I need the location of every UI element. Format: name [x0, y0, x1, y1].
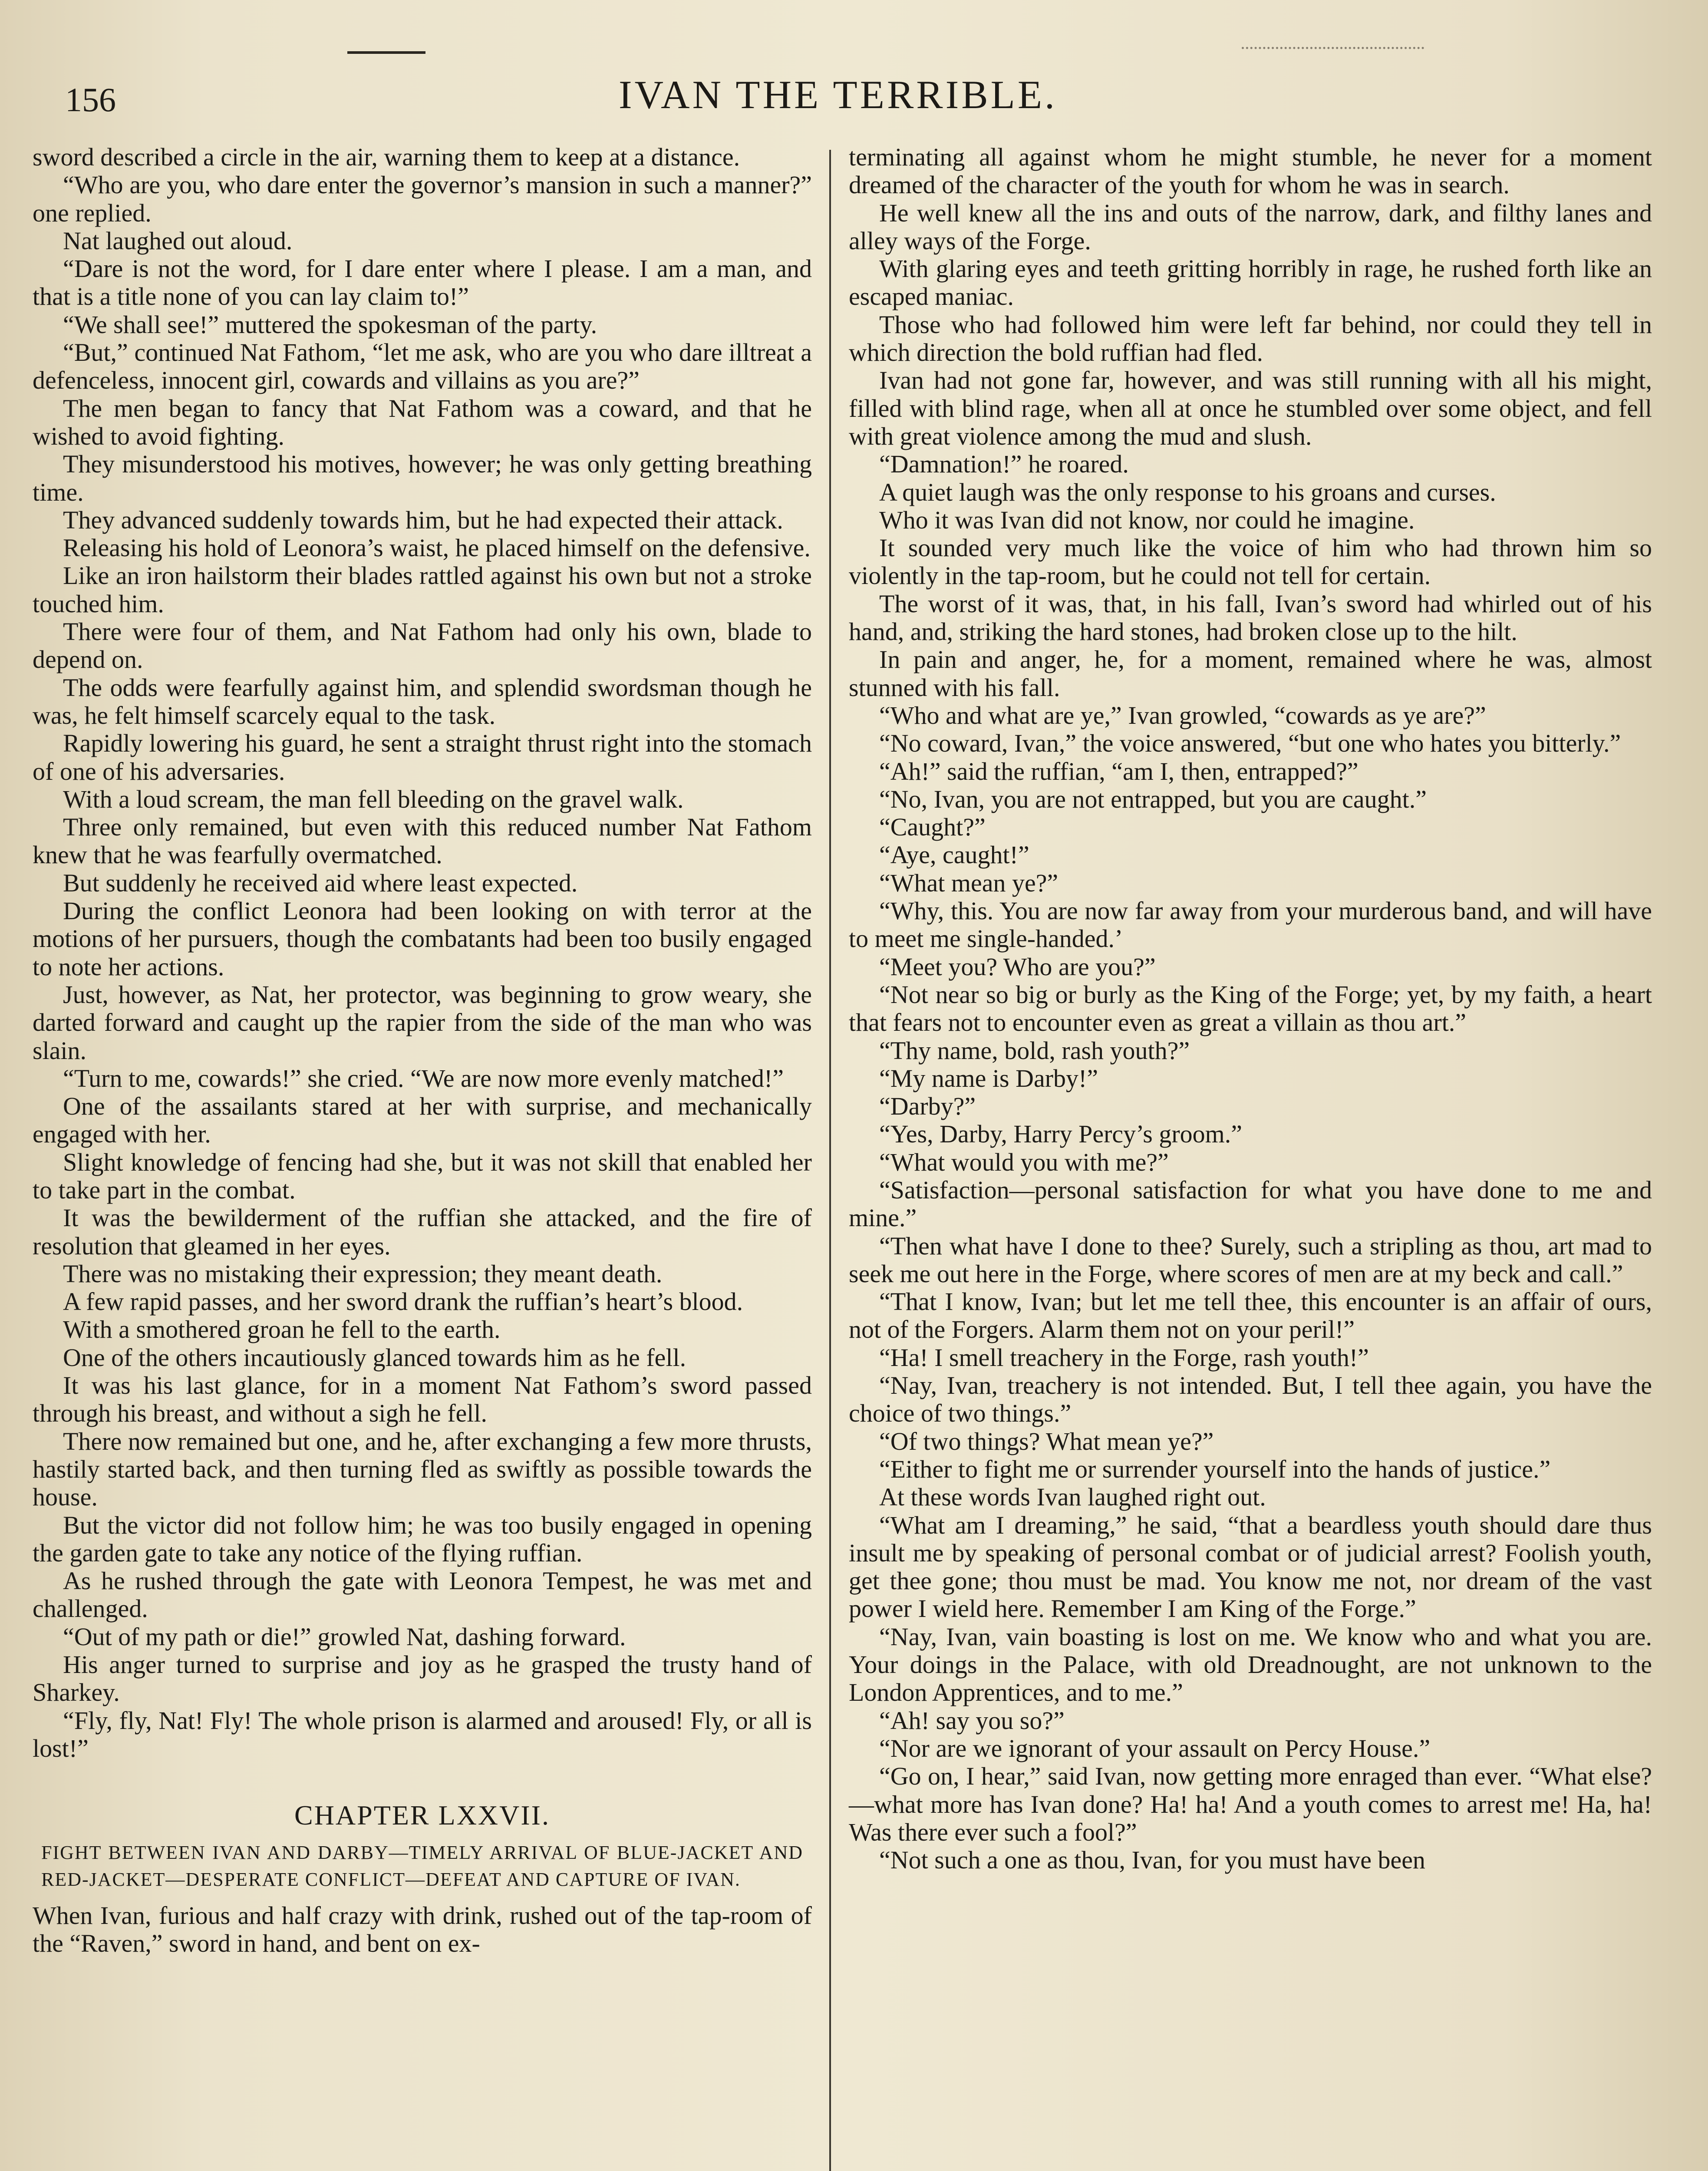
- paragraph: “Satisfaction—personal satisfaction for what you have done to me and mine.”: [849, 1175, 1652, 1232]
- paragraph: They advanced suddenly towards him, but he had expected their attack.: [63, 505, 783, 534]
- paragraph: “Fly, fly, Nat! Fly! The whole prison is alarmed and aroused! Fly, or all is lost!”: [33, 1706, 812, 1762]
- paragraph: They misunderstood his motives, however; he was only getting breathing time.: [33, 450, 812, 506]
- paragraph: “Turn to me, cowards!” she cried. “We are now more evenly matched!”: [63, 1064, 784, 1092]
- paragraph: “Nay, Ivan, vain boasting is lost on me. We know who and what you are. Your doings in the Palace, with old Dreadnought, are not unknown to the London Apprentices, and to me.”: [849, 1622, 1652, 1707]
- paragraph: “Aye, caught!”: [879, 841, 1029, 869]
- paragraph: Those who had followed him were left far behind, nor could they tell in which direction the bold ruffian had fled.: [849, 310, 1652, 367]
- paragraph: “Yes, Darby, Harry Percy’s groom.”: [879, 1120, 1242, 1148]
- paragraph: Nat laughed out aloud.: [63, 226, 293, 255]
- chapter-title: CHAPTER LXXVII.: [294, 1800, 550, 1831]
- paragraph: Ivan had not gone far, however, and was still running with all his might, filled with blind rage, when all at once he stumbled over some object, and fell with great violence among the mud and slush.: [849, 366, 1652, 450]
- paragraph: “Dare is not the word, for I dare enter where I please. I am a man, and that is a title none of you can lay claim to!”: [33, 254, 812, 311]
- paragraph: “Not near so big or burly as the King of the Forge; yet, by my faith, a heart that fears not to encounter even as great a villain as thou art.”: [849, 980, 1652, 1037]
- paragraph: “Why, this. You are now far away from your murderous band, and will have to meet me single-handed.’: [849, 897, 1652, 953]
- paragraph: “Either to fight me or surrender yourself into the hands of justice.”: [879, 1455, 1551, 1483]
- print-smudge: [1242, 35, 1424, 49]
- left-column-paragraphs: [33, 143, 812, 1762]
- paragraph: A quiet laugh was the only response to his groans and curses.: [879, 478, 1496, 506]
- paragraph: “No coward, Ivan,” the voice answered, “but one who hates you bitterly.”: [879, 729, 1621, 758]
- paragraph: “Who and what are ye,” Ivan growled, “cowards as ye are?”: [879, 701, 1486, 729]
- paragraph: In pain and anger, he, for a moment, remained where he was, almost stunned with his fall.: [849, 645, 1652, 702]
- paragraph: “Ha! I smell treachery in the Forge, rash youth!”: [879, 1343, 1369, 1372]
- paragraph: With glaring eyes and teeth gritting horribly in rage, he rushed forth like an escaped maniac.: [849, 254, 1652, 311]
- paragraph: Releasing his hold of Leonora’s waist, he placed himself on the defensive.: [63, 534, 811, 562]
- paragraph: One of the others incautiously glanced towards him as he fell.: [63, 1343, 686, 1372]
- paragraph: sword described a circle in the air, warning them to keep at a distance.: [33, 143, 740, 171]
- paragraph: “Of two things? What mean ye?”: [879, 1427, 1214, 1455]
- paragraph: “That I know, Ivan; but let me tell thee, this encounter is an affair of ours, not of the Forgers. Alarm them not on your peril!”: [849, 1287, 1652, 1344]
- paragraph: Who it was Ivan did not know, nor could he imagine.: [879, 505, 1415, 534]
- paragraph: “Not such a one as thou, Ivan, for you must have been: [879, 1846, 1425, 1874]
- paragraph: “Meet you? Who are you?”: [879, 952, 1156, 981]
- paragraph: It was the bewilderment of the ruffian she attacked, and the fire of resolution that gleamed in her eyes.: [33, 1204, 812, 1260]
- paragraph: “Thy name, bold, rash youth?”: [879, 1036, 1190, 1065]
- paragraph: His anger turned to surprise and joy as he grasped the trusty hand of Sharkey.: [33, 1650, 812, 1707]
- left-column: [33, 143, 812, 2171]
- paragraph: “Darby?”: [879, 1092, 976, 1121]
- paragraph: Rapidly lowering his guard, he sent a straight thrust right into the stomach of one of his adversaries.: [33, 729, 812, 785]
- paragraph: It sounded very much like the voice of him who had thrown him so violently in the tap-room, but he could not tell for certain.: [849, 534, 1652, 590]
- paragraph: At these words Ivan laughed right out.: [879, 1483, 1266, 1511]
- chapter-heading: [33, 1801, 812, 1893]
- paragraph: The men began to fancy that Nat Fathom was a coward, and that he wished to avoid fighting.: [33, 394, 812, 450]
- paragraph: “Out of my path or die!” growled Nat, dashing forward.: [63, 1622, 626, 1651]
- paragraph: Slight knowledge of fencing had she, but it was not skill that enabled her to take part in the combat.: [33, 1148, 812, 1204]
- chapter-subtitle: FIGHT BETWEEN IVAN AND DARBY—TIMELY ARRIVAL OF BLUE-JACKET AND RED-JACKET—DESPERATE CONFLICT—DEFEAT AND CAPTURE OF IVAN.: [41, 1841, 803, 1890]
- paragraph: “What am I dreaming,” he said, “that a beardless youth should dare thus insult me by speaking of personal combat or of judicial arrest? Foolish youth, get thee gone; thou must be mad. You know me not, nor dream of the vast power I wield here. Remember I am King of the Forge.”: [849, 1511, 1652, 1623]
- paragraph: One of the assailants stared at her with surprise, and mechanically engaged with her.: [33, 1092, 812, 1148]
- paragraph: A few rapid passes, and her sword drank the ruffian’s heart’s blood.: [63, 1287, 743, 1316]
- paragraph: “But,” continued Nat Fathom, “let me ask, who are you who dare illtreat a defenceless, innocent girl, cowards and villains as you are?”: [33, 338, 812, 395]
- paragraph: “Caught?”: [879, 813, 986, 841]
- paragraph: “We shall see!” muttered the spokesman of the party.: [63, 310, 597, 339]
- paragraph: Like an iron hailstorm their blades rattled against his own but not a stroke touched him.: [33, 561, 812, 618]
- paragraph: Just, however, as Nat, her protector, was beginning to grow weary, she darted forward and caught up the rapier from the side of the man who was slain.: [33, 980, 812, 1065]
- paragraph: “Damnation!” he roared.: [879, 450, 1129, 478]
- paragraph: “What would you with me?”: [879, 1148, 1169, 1176]
- paragraph: “Ah! say you so?”: [879, 1706, 1065, 1735]
- paragraph: There now remained but one, and he, after exchanging a few more thrusts, hastily started back, and then turning fled as swiftly as possible towards the house.: [33, 1427, 812, 1511]
- paragraph: The odds were fearfully against him, and splendid swordsman though he was, he felt himself scarcely equal to the task.: [33, 673, 812, 729]
- paragraph: terminating all against whom he might stumble, he never for a moment dreamed of the character of the youth for whom he was in search.: [849, 143, 1652, 199]
- paragraph: “Ah!” said the ruffian, “am I, then, entrapped?”: [879, 757, 1358, 785]
- paragraph: Three only remained, but even with this reduced number Nat Fathom knew that he was fearfully overmatched.: [33, 813, 812, 869]
- chapter-opening-paragraph: When Ivan, furious and half crazy with drink, rushed out of the tap-room of the “Raven,” sword in hand, and bent on ex-: [33, 1901, 812, 1957]
- page-number: 156: [65, 81, 116, 119]
- paragraph: “Then what have I done to thee? Surely, such a stripling as thou, art mad to seek me out here in the Forge, where scores of men are at my beck and call.”: [849, 1231, 1652, 1288]
- column-divider: [829, 150, 831, 2171]
- paragraph: It was his last glance, for in a moment Nat Fathom’s sword passed through his breast, and without a sigh he fell.: [33, 1371, 812, 1428]
- paragraph: “Go on, I hear,” said Ivan, now getting more enraged than ever. “What else?—what more has Ivan done? Ha! ha! And a youth comes to arrest me! Ha, ha! Was there ever such a fool?”: [849, 1762, 1652, 1846]
- paragraph: During the conflict Leonora had been looking on with terror at the motions of her pursuers, though the combatants had been too busily engaged to note her actions.: [33, 897, 812, 981]
- paragraph: “No, Ivan, you are not entrapped, but you are caught.”: [879, 785, 1427, 813]
- running-title: IVAN THE TERRIBLE.: [618, 73, 1058, 117]
- paragraph: “What mean ye?”: [879, 868, 1058, 897]
- paragraph: The worst of it was, that, in his fall, Ivan’s sword had whirled out of his hand, and, striking the hard stones, had broken close up to the hilt.: [849, 589, 1652, 646]
- paragraph: With a loud scream, the man fell bleeding on the gravel walk.: [63, 785, 684, 813]
- paragraph: “My name is Darby!”: [879, 1064, 1098, 1092]
- paragraph: With a smothered groan he fell to the earth.: [63, 1315, 501, 1344]
- paragraph: But suddenly he received aid where least expected.: [63, 868, 578, 897]
- right-column: [849, 143, 1652, 2171]
- paragraph: “Nor are we ignorant of your assault on Percy House.”: [879, 1734, 1431, 1762]
- paragraph: “Who are you, who dare enter the governor’s mansion in such a manner?” one replied.: [33, 171, 812, 227]
- header-ornament-rule: [347, 51, 425, 54]
- paragraph: He well knew all the ins and outs of the narrow, dark, and filthy lanes and alley ways of the Forge.: [849, 198, 1652, 255]
- paragraph: There was no mistaking their expression; they meant death.: [63, 1259, 663, 1288]
- paragraph: As he rushed through the gate with Leonora Tempest, he was met and challenged.: [33, 1567, 812, 1623]
- right-column-paragraphs: [849, 143, 1652, 1874]
- paragraph: But the victor did not follow him; he was too busily engaged in opening the garden gate to take any notice of the flying ruffian.: [33, 1511, 812, 1567]
- paragraph: “Nay, Ivan, treachery is not intended. But, I tell thee again, you have the choice of two things.”: [849, 1371, 1652, 1428]
- paragraph: There were four of them, and Nat Fathom had only his own, blade to depend on.: [33, 617, 812, 674]
